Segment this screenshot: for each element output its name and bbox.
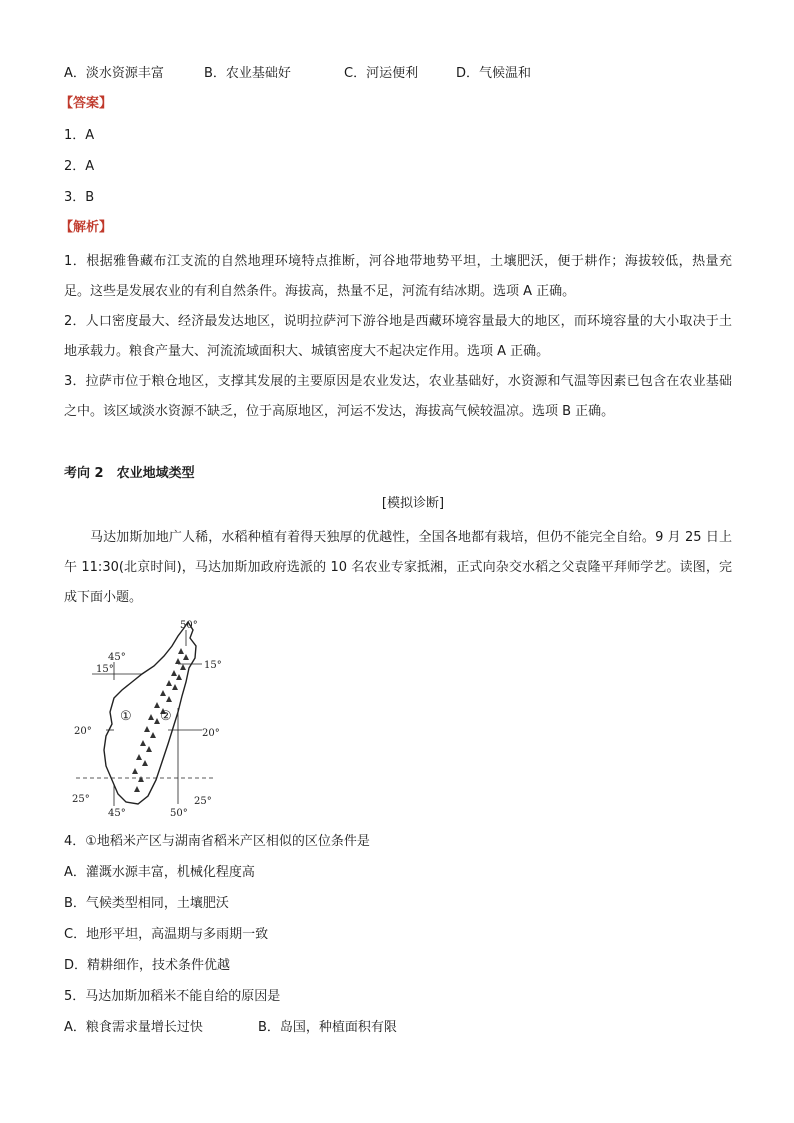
q4-option-b: B．气候类型相同，土壤肥沃 xyxy=(64,896,229,911)
q5-option-a: A．粮食需求量增长过快 xyxy=(64,1020,203,1035)
label-lat-20-left: 20° xyxy=(74,726,92,737)
label-lat-15-right: 15° xyxy=(204,660,222,671)
analysis-2: 2．人口密度最大、经济最发达地区，说明拉萨河下游谷地是西藏环境容量最大的地区，而环境容量的大小取决于土地承载力。粮食产量大、河流流域面积大、城镇密度大不起决定作用。选项 A 正确。 xyxy=(64,314,732,359)
option-c: C．河运便利 xyxy=(344,66,419,81)
section-subtitle: [模拟诊断] xyxy=(381,496,445,511)
label-lon-45-bottom: 45° xyxy=(108,808,126,816)
label-lon-50-bottom: 50° xyxy=(170,808,188,816)
q5-option-b: B．岛国，种植面积有限 xyxy=(258,1020,397,1035)
section-title: 考向 2 农业地域类型 xyxy=(64,466,195,481)
label-region-1: ① xyxy=(120,709,132,724)
q5-stem: 5．马达加斯加稻米不能自给的原因是 xyxy=(64,989,281,1004)
label-lat-25-right: 25° xyxy=(194,796,212,807)
analysis-body xyxy=(64,247,732,427)
answer-2: 2．A xyxy=(64,159,95,174)
label-lat-20-right: 20° xyxy=(202,728,220,739)
q4-option-a: A．灌溉水源丰富，机械化程度高 xyxy=(64,865,255,880)
analysis-3: 3．拉萨市位于粮仓地区，支撑其发展的主要原因是农业发达，农业基础好，水资源和气温等因素已包含在农业基础之中。该区域淡水资源不缺乏，位于高原地区，河运不发达，海拔高气候较温凉。选项 B 正确。 xyxy=(64,374,732,419)
label-lon-45-top: 45° xyxy=(108,652,126,663)
q4-option-d: D．精耕细作，技术条件优越 xyxy=(64,958,231,973)
island-outline xyxy=(104,622,196,804)
label-lat-15-left: 15° xyxy=(96,664,114,675)
analysis-1: 1．根据雅鲁藏布江支流的自然地理环境特点推断，河谷地带地势平坦，土壤肥沃，便于耕作；海拔较低，热量充足。这些是发展农业的有利自然条件。海拔高，热量不足，河流有结冰期。选项 A 正确。 xyxy=(64,254,732,299)
q4-option-c: C．地形平坦，高温期与多雨期一致 xyxy=(64,927,269,942)
madagascar-map xyxy=(62,616,232,816)
option-a: A．淡水资源丰富 xyxy=(64,66,164,81)
answer-1: 1．A xyxy=(64,128,95,143)
label-lon-50-top: 50° xyxy=(180,620,198,631)
analysis-heading: 【解析】 xyxy=(60,220,113,235)
answer-heading: 【答案】 xyxy=(60,96,113,111)
option-d: D．气候温和 xyxy=(456,66,532,81)
q4-stem: 4．①地稻米产区与湖南省稻米产区相似的区位条件是 xyxy=(64,834,370,849)
answer-3: 3．B xyxy=(64,190,95,205)
intro-paragraph: 马达加斯加地广人稀，水稻种植有着得天独厚的优越性，全国各地都有栽培，但仍不能完全自给。9 月 25 日上午 11:30(北京时间)，马达加斯加政府选派的 10 名农业专家抵湘，正式向杂交水稻之父袁隆平拜师学艺。读图，完成下面小题。 xyxy=(64,530,732,605)
label-region-2: ② xyxy=(160,709,172,724)
option-b: B．农业基础好 xyxy=(204,66,291,81)
label-lat-25-left: 25° xyxy=(72,794,90,805)
